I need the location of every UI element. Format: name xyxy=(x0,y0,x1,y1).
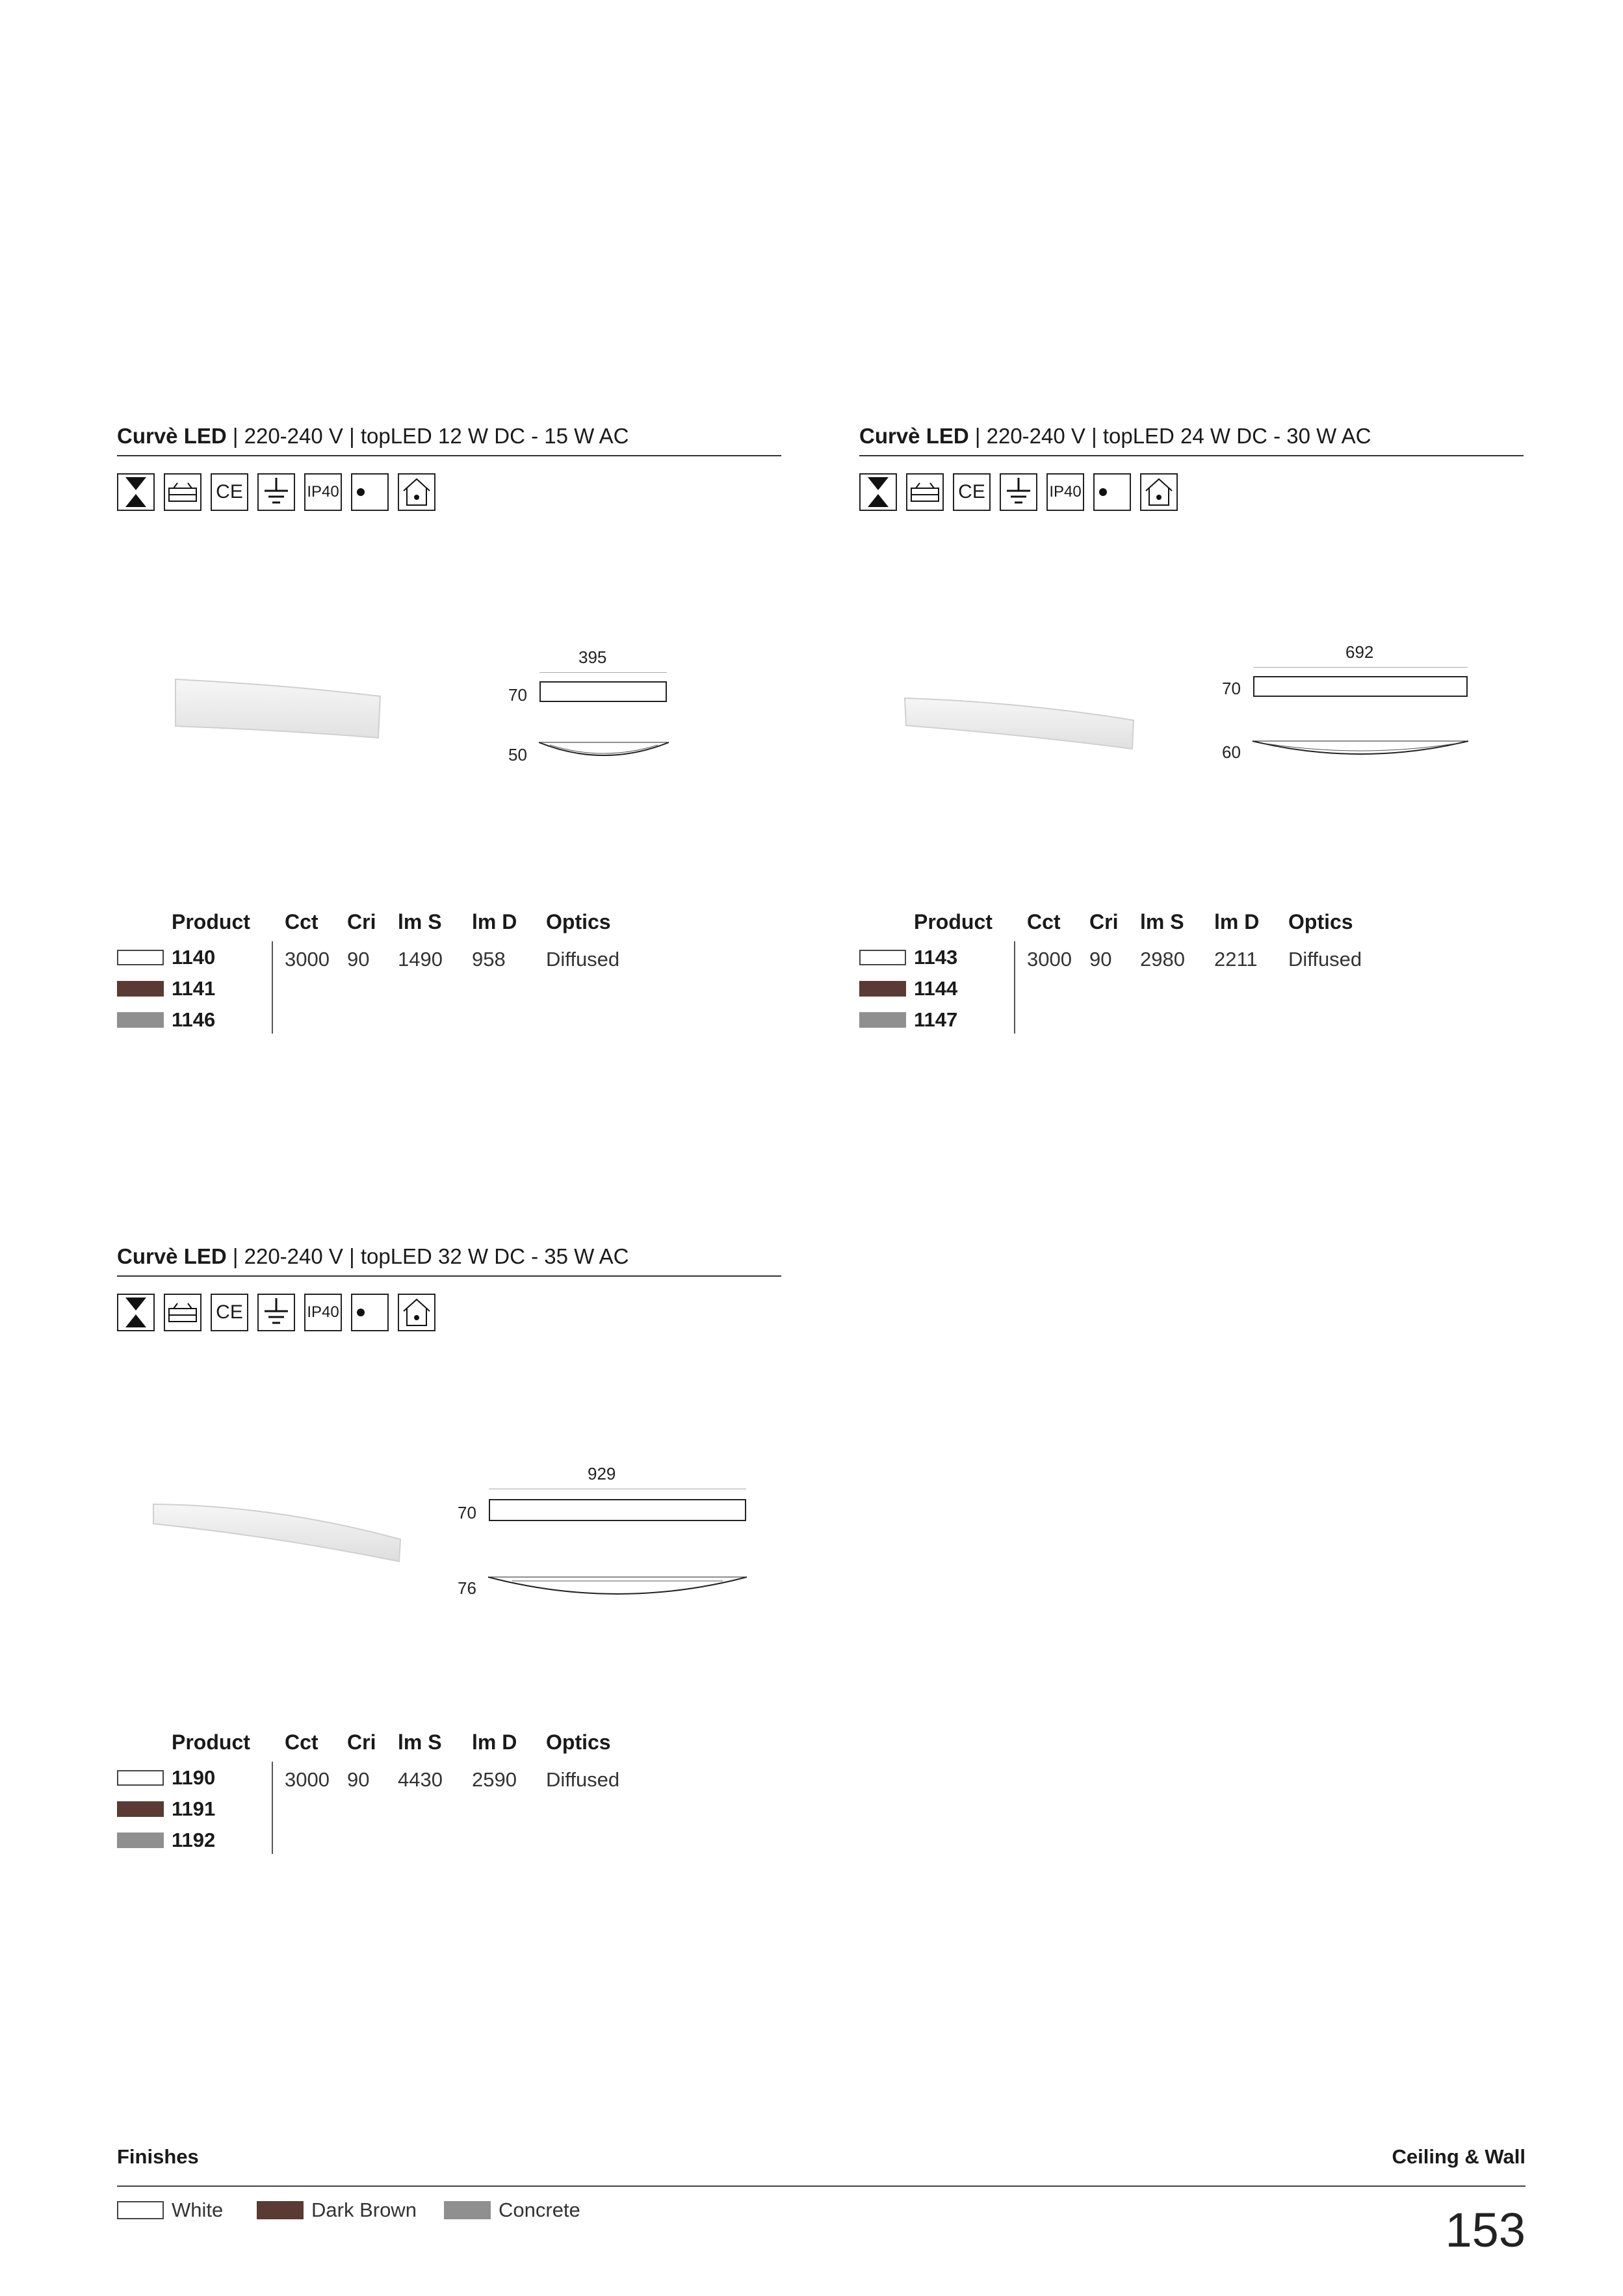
title-rule xyxy=(859,455,1524,456)
header-cct: Cct xyxy=(285,1730,318,1754)
value-lms: 2980 xyxy=(1140,948,1185,971)
earth-ground-icon xyxy=(257,1294,295,1331)
ce-mark-icon: CE xyxy=(211,473,248,511)
earth-ground-icon xyxy=(257,473,295,511)
ceiling-mount-icon xyxy=(164,1294,201,1331)
swatch-dark-brown xyxy=(117,1801,164,1817)
value-cri: 90 xyxy=(347,948,370,971)
side-profile xyxy=(1251,738,1470,758)
dimension-drawing xyxy=(442,1464,780,1607)
finish-dark-brown xyxy=(257,2198,417,2222)
product-title: Curvè LED | 220-240 V | topLED 12 W DC - 15 W AC xyxy=(117,424,629,448)
dim-height: 70 xyxy=(508,685,527,705)
product-row-concrete xyxy=(117,1010,215,1030)
indoor-use-icon xyxy=(398,1294,435,1331)
dimmable-icon xyxy=(117,473,155,511)
product-row-white xyxy=(117,1768,215,1788)
swatch-dark-brown xyxy=(117,981,164,997)
swatch-white xyxy=(117,1770,164,1786)
earth-ground-icon xyxy=(1000,473,1037,511)
dim-height: 70 xyxy=(458,1503,476,1522)
spec-table xyxy=(117,1730,702,1860)
title-rule xyxy=(117,1275,781,1277)
class-dot-icon xyxy=(351,1294,389,1331)
column-divider xyxy=(272,1762,273,1854)
value-optics: Diffused xyxy=(1288,948,1362,971)
dimension-drawing xyxy=(500,647,773,777)
column-divider xyxy=(272,941,273,1034)
dimmable-icon xyxy=(859,473,897,511)
header-lmd: lm D xyxy=(472,910,517,933)
product-title: Curvè LED | 220-240 V | topLED 24 W DC - 30 W AC xyxy=(859,424,1371,448)
dimmable-icon xyxy=(117,1294,155,1331)
product-row-dark-brown xyxy=(859,979,957,998)
product-row-concrete xyxy=(117,1831,215,1850)
product-code: 1144 xyxy=(914,977,958,1000)
swatch-dark-brown xyxy=(257,2201,304,2219)
product-image xyxy=(169,666,390,757)
product-code: 1147 xyxy=(914,1008,958,1031)
header-optics: Optics xyxy=(546,910,611,933)
finish-label: Concrete xyxy=(499,2198,580,2221)
product-row-concrete xyxy=(859,1010,957,1030)
value-optics: Diffused xyxy=(546,1768,620,1791)
product-row-dark-brown xyxy=(117,1799,215,1819)
finish-label: White xyxy=(172,2198,224,2221)
value-lms: 1490 xyxy=(398,948,443,971)
section-label: Ceiling & Wall xyxy=(1392,2145,1526,2168)
certification-icons xyxy=(859,473,1178,514)
product-row-dark-brown xyxy=(117,979,215,998)
header-lms: lm S xyxy=(398,910,442,933)
certification-icons xyxy=(117,1294,435,1334)
dim-depth: 50 xyxy=(508,745,527,764)
header-cri: Cri xyxy=(347,910,376,933)
product-title: Curvè LED | 220-240 V | topLED 32 W DC - 35 W AC xyxy=(117,1244,629,1268)
value-cct: 3000 xyxy=(1027,948,1072,971)
dim-depth: 76 xyxy=(458,1578,476,1598)
product-code: 1146 xyxy=(172,1008,216,1031)
ce-mark-icon: CE xyxy=(953,473,991,511)
dim-width: 929 xyxy=(588,1464,616,1483)
class-dot-icon xyxy=(1093,473,1131,511)
product-row-white xyxy=(859,948,957,967)
dim-width: 692 xyxy=(1345,642,1374,662)
header-cri: Cri xyxy=(1089,910,1119,933)
swatch-concrete xyxy=(117,1833,164,1848)
footer-rule xyxy=(117,2185,1526,2187)
value-lms: 4430 xyxy=(398,1768,443,1791)
title-rule xyxy=(117,455,781,456)
top-view-rect xyxy=(539,681,667,702)
swatch-white xyxy=(117,2201,164,2219)
product-image xyxy=(898,689,1145,754)
value-cri: 90 xyxy=(1089,948,1112,971)
dim-height: 70 xyxy=(1222,679,1241,698)
finishes-label: Finishes xyxy=(117,2145,199,2168)
finish-label: Dark Brown xyxy=(311,2198,417,2221)
ip40-icon: IP40 xyxy=(304,1294,342,1331)
ceiling-mount-icon xyxy=(906,473,944,511)
value-lmd: 2211 xyxy=(1214,948,1258,971)
header-optics: Optics xyxy=(546,1730,611,1754)
dim-width-line xyxy=(1253,667,1468,668)
header-product: Product xyxy=(914,910,993,933)
dimension-drawing xyxy=(1210,642,1522,772)
finish-concrete xyxy=(444,2198,580,2222)
column-divider xyxy=(1014,941,1015,1034)
header-lmd: lm D xyxy=(1214,910,1260,933)
dim-width-line xyxy=(539,672,667,673)
value-lmd: 2590 xyxy=(472,1768,517,1791)
indoor-use-icon xyxy=(1140,473,1178,511)
product-row-white xyxy=(117,948,215,967)
top-view-rect xyxy=(489,1499,746,1521)
product-image xyxy=(147,1496,407,1568)
header-cct: Cct xyxy=(285,910,318,933)
dim-width: 395 xyxy=(578,647,607,667)
product-code: 1143 xyxy=(914,946,958,969)
product-code: 1192 xyxy=(172,1829,216,1851)
spec-table xyxy=(117,910,702,1040)
value-optics: Diffused xyxy=(546,948,620,971)
header-product: Product xyxy=(172,910,250,933)
header-lms: lm S xyxy=(1140,910,1184,933)
certification-icons xyxy=(117,473,435,514)
product-code: 1140 xyxy=(172,946,216,969)
top-view-rect xyxy=(1253,676,1468,697)
header-cct: Cct xyxy=(1027,910,1061,933)
value-lmd: 958 xyxy=(472,948,506,971)
swatch-concrete xyxy=(444,2201,491,2219)
header-optics: Optics xyxy=(1288,910,1353,933)
product-code: 1190 xyxy=(172,1766,216,1789)
page-number: 153 xyxy=(1445,2203,1526,2257)
spec-table xyxy=(859,910,1444,1040)
swatch-white xyxy=(117,950,164,965)
swatch-concrete xyxy=(859,1012,906,1028)
product-code: 1191 xyxy=(172,1797,216,1820)
finish-white xyxy=(117,2198,223,2222)
header-lms: lm S xyxy=(398,1730,442,1754)
ceiling-mount-icon xyxy=(164,473,201,511)
header-cri: Cri xyxy=(347,1730,376,1754)
swatch-concrete xyxy=(117,1012,164,1028)
value-cct: 3000 xyxy=(285,1768,330,1791)
header-product: Product xyxy=(172,1730,250,1754)
value-cri: 90 xyxy=(347,1768,370,1791)
class-dot-icon xyxy=(351,473,389,511)
value-cct: 3000 xyxy=(285,948,330,971)
dim-depth: 60 xyxy=(1222,742,1241,762)
side-profile xyxy=(537,740,671,759)
swatch-dark-brown xyxy=(859,981,906,997)
header-lmd: lm D xyxy=(472,1730,517,1754)
ip40-icon: IP40 xyxy=(304,473,342,511)
swatch-white xyxy=(859,950,906,965)
ip40-icon: IP40 xyxy=(1046,473,1084,511)
side-profile xyxy=(486,1574,749,1600)
product-code: 1141 xyxy=(172,977,216,1000)
indoor-use-icon xyxy=(398,473,435,511)
ce-mark-icon: CE xyxy=(211,1294,248,1331)
